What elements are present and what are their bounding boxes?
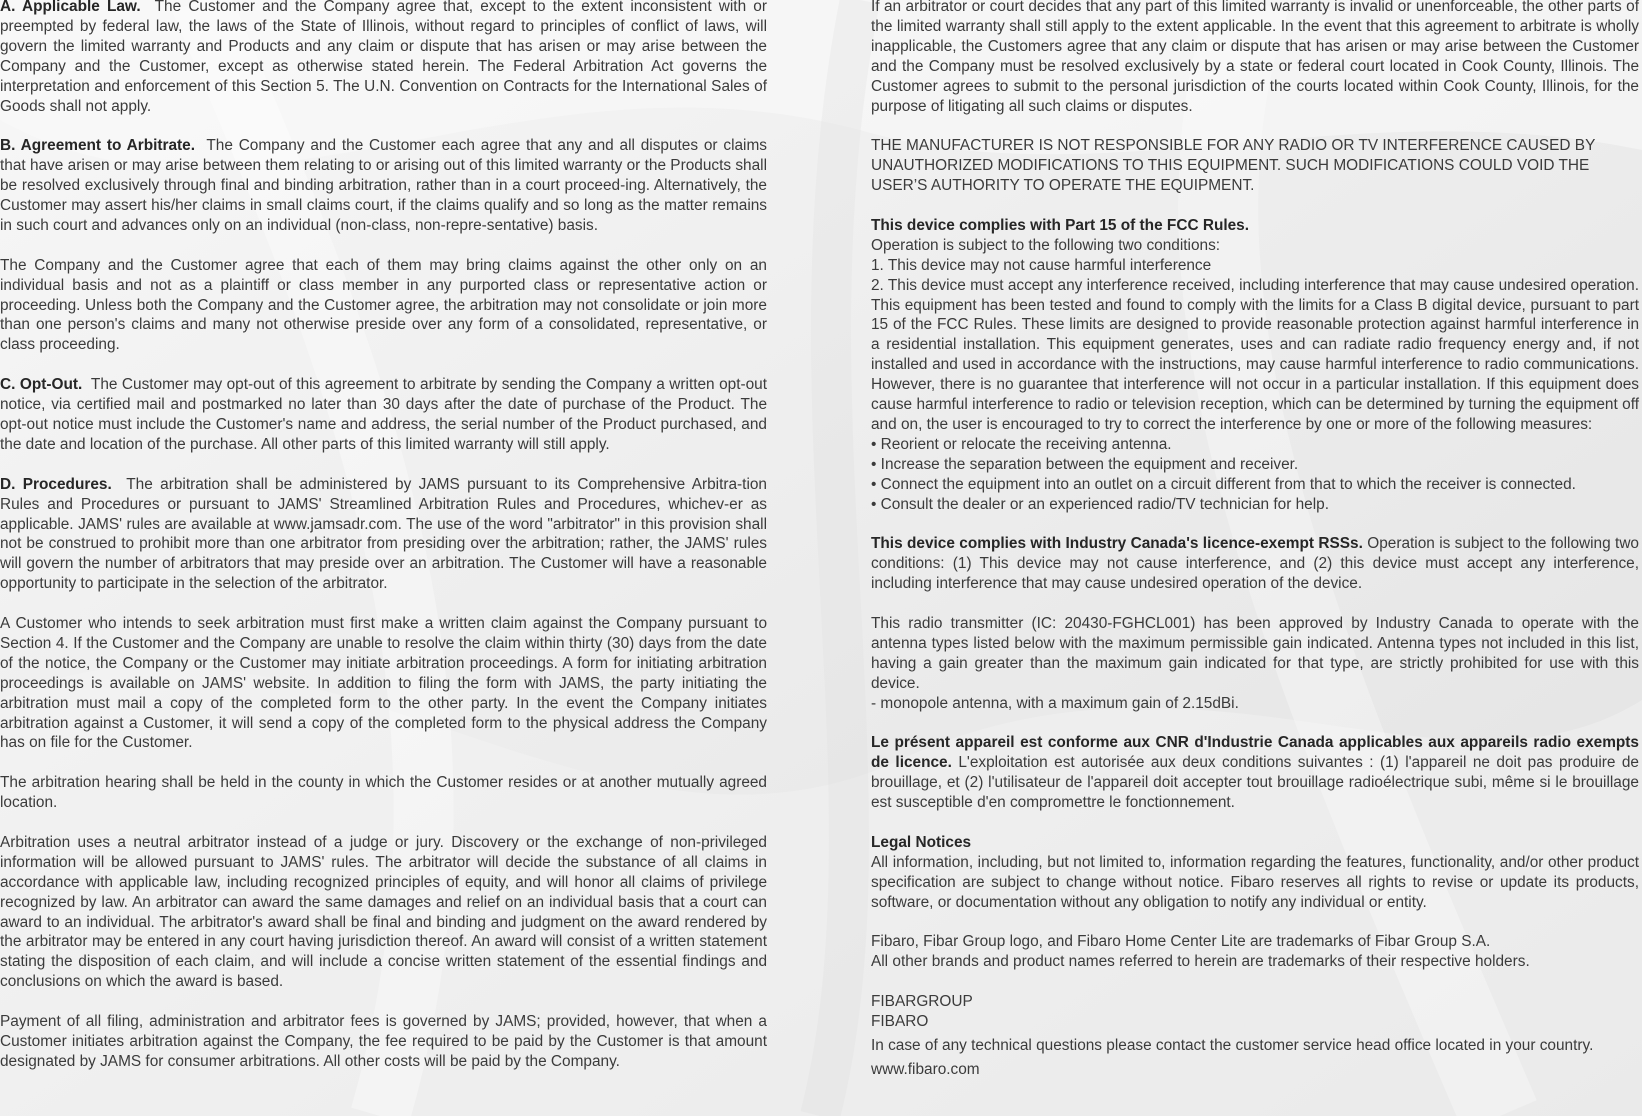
french-compliance-section — [871, 733, 1639, 813]
hearing-location-paragraph: The arbitration hearing shall be held in the county in which the Customer resides or at another mutually agreed location. — [0, 774, 767, 812]
section-c-heading: C. Opt-Out. — [0, 376, 83, 394]
class-action-paragraph: The Company and the Customer agree that each of them may bring claims against the other only on an individual basis and not as a plaintiff or class member in any purported class or representative action or proceeding. Unless both the Company and the Customer agree, the arbitration may not consolidate or join more than one person's claims and many not otherwise preside over any form of a consolidated, representative, or class proceeding. — [0, 256, 767, 354]
legal-notices-body: All information, including, but not limited to, information regarding the features, functionality, and/or other product specification are subject to change without notice. Fibaro reserves all rights to revise or update its products, software, or documentation without any obligation to notify any individual or entity. — [871, 853, 1639, 911]
fees-paragraph: Payment of all filing, administration and arbitrator fees is governed by JAMS; provided, however, that when a Customer initiates arbitration against the Company, the fee required to be paid by the Customer is that amount designated by JAMS for consumer arbitrations. All other costs will be paid by the Company. — [0, 1013, 767, 1070]
contact-line: In case of any technical questions please contact the customer service head office located in your country. — [871, 1037, 1594, 1054]
fcc-condition-2: 2. This device must accept any interference received, including interference that may cause undesired operation. This equipment has been tested and found to comply with the limits for a Class B digital device, pursuant to part 15 of the FCC Rules. These limits are designed to provide reasonable protection against harmful interference in a residential installation. This equipment generates, uses and can radiate radio frequency energy and, if not installed and used in accordance with the instructions, may cause harmful interference to radio communications. However, there is no guarantee that interference will not occur in a particular installation. If this equipment does cause harmful interference to radio or television reception, which can be determined by turning the equipment off and on, the user is encouraged to try to correct the interference by one or more of the following measures: — [871, 276, 1639, 433]
measure-item: • Increase the separation between the equipment and receiver. — [871, 455, 1299, 473]
trademark-line-2: All other brands and product names referred to herein are trademarks of their respective holders. — [871, 953, 1530, 971]
trademark-line-1: Fibaro, Fibar Group logo, and Fibaro Home Center Lite are trademarks of Fibar Group S.A. — [871, 933, 1491, 951]
section-d-heading: D. Procedures. — [0, 475, 112, 493]
neutral-arbitrator-paragraph: Arbitration uses a neutral arbitrator instead of a judge or jury. Discovery or the exchange of non-privileged information will be allowed pursuant to JAMS' rules. The arbitrator will decide the substance of all claims in accordance with applicable law, including recognized principles of equity, and will honor all claims of privilege recognized by law. An arbitrator can award the same damages and relief on an individual basis that a court can award to an individual. The arbitrator's award shall be final and binding and judgment on the award rendered by the arbitrator may be entered in any court having jurisdiction thereof. An award will consist of a written statement stating the disposition of each claim, and will include a concise written statement of the essential findings and conclusions on which the award is based. — [0, 833, 767, 991]
section-a-body: The Customer and the Company agree that, except to the extent inconsistent with or preempted by federal law, the laws of the State of Illinois, without regard to principles of conflict of laws, will govern the limited warranty and Products and any claim or dispute that has arisen or may arise between the Company and the Customer, except as otherwise stated herein. The Federal Arbitration Act governs the interpretation and enforcement of this Section 5. The U.N. Convention on Contracts for the International Sales of Goods shall not apply. — [0, 0, 767, 115]
fcc-condition-1: 1. This device may not cause harmful interference — [871, 256, 1212, 274]
section-c — [0, 375, 767, 455]
section-d-body: The arbitration shall be administered by JAMS pursuant to its Comprehensive Arbitra-tion Rules and Procedures or pursuant to JAMS' Streamlined Arbitration Rules and Procedures, whichev-er as applicable. JAMS' rules are available at www.jamsadr.com. The use of the word "arbitrator" in this provision shall not be construed to prohibit more than one arbitrator from presiding over the arbitration; rather, the JAMS' rules will govern the number of arbitrators that may preside over an arbitration. The Customer will have a reasonable opportunity to participate in the selection of the arbitrator. — [0, 475, 767, 593]
measure-item: • Reorient or relocate the receiving antenna. — [871, 435, 1172, 453]
transmitter-paragraph: This radio transmitter (IC: 20430-FGHCL001) has been approved by Industry Canada to operate with the antenna types listed below with the maximum permissible gain indicated. Antenna types not included in this list, having a gain greater than the maximum gain indicated for that type, are strictly prohibited for use with this device. — [871, 615, 1639, 692]
section-d — [0, 475, 767, 594]
industry-canada-section — [871, 534, 1639, 594]
section-b-body: The Company and the Customer each agree that any and all disputes or claims that have arisen or may arise between them relating to or arising out of this limited warranty or the Products shall be resolved exclusively through final and binding arbitration, rather than in a court proceed-ing. Alternatively, the Customer may assert his/her claims in small claims court, if the claims qualify and so long as the matter remains in such court and advances only on an individual (non-class, non-repre-sentative) basis. — [0, 137, 767, 234]
brand-fibaro: FIBARO — [871, 1013, 929, 1031]
section-a — [0, 0, 767, 116]
section-c-body: The Customer may opt-out of this agreement to arbitrate by sending the Company a written opt-out notice, via certified mail and postmarked no later than 30 days after the date of purchase of the Product. The opt-out notice must include the Customer's name and address, the serial number of the Product purchased, and the date and location of the purchase. All other parts of this limited warranty will still apply. — [0, 376, 767, 453]
french-compliance-heading: Le présent appareil est conforme aux CNR d'Industrie Canada applicables aux appareils radio exempts de licence. — [871, 734, 1639, 772]
website-link[interactable]: www.fibaro.com — [871, 1060, 980, 1078]
manufacturer-disclaimer: THE MANUFACTURER IS NOT RESPONSIBLE FOR ANY RADIO OR TV INTERFERENCE CAUSED BY UNAUTHORIZED MODIFICATIONS TO THIS EQUIPMENT. SUCH MODIFICATIONS COULD VOID THE USER’S AUTHORITY TO OPERATE THE EQUIPMENT. — [871, 137, 1596, 195]
brand-fibargroup: FIBARGROUP — [871, 993, 973, 1011]
written-claim-paragraph: A Customer who intends to seek arbitration must first make a written claim against the Company pursuant to Section 4. If the Customer and the Company are unable to resolve the claim within thirty (30) days from the date of the notice, the Company or the Customer may initiate arbitration proceedings. A form for initiating arbitration proceedings is available on JAMS' website. In addition to filing the form with JAMS, the party initiating the arbitration must mail a copy of the completed form to the other party. In the event the Company initiates arbitration against a Customer, it will send a copy of the completed form to the physical address the Company has on file for the Customer. — [0, 615, 767, 752]
french-compliance-body: L'exploitation est autorisée aux deux conditions suivantes : (1) l'appareil ne doit pas produire de brouillage, et (2) l'utilisateur de l'appareil doit accepter tout brouillage radioélectrique subi, même si le brouillage est susceptible d'en compromettre le fonctionnement. — [871, 754, 1639, 812]
industry-canada-heading: This device complies with Industry Canada's licence-exempt RSSs. — [871, 535, 1363, 553]
measure-item: • Consult the dealer or an experienced radio/TV technician for help. — [871, 495, 1329, 513]
fcc-heading: This device complies with Part 15 of the FCC Rules. — [871, 216, 1250, 234]
right-column — [871, 0, 1639, 1080]
antenna-line: - monopole antenna, with a maximum gain of 2.15dBi. — [871, 694, 1239, 712]
section-b-heading: B. Agreement to Arbitrate. — [0, 137, 196, 155]
industry-canada-body: Operation is subject to the following two conditions: (1) This device may not cause interference, and (2) this device must accept any interference, including interference that may cause undesired operation of the device. — [871, 535, 1639, 593]
section-b — [0, 136, 767, 236]
section-a-heading: A. Applicable Law. — [0, 0, 141, 15]
left-column — [0, 0, 767, 1072]
fcc-conditions-intro: Operation is subject to the following two conditions: — [871, 236, 1221, 254]
legal-notices-heading: Legal Notices — [871, 833, 972, 851]
measure-item: • Connect the equipment into an outlet on a circuit different from that to which the receiver is connected. — [871, 475, 1576, 493]
invalidity-paragraph: If an arbitrator or court decides that any part of this limited warranty is invalid or unenforceable, the other parts of the limited warranty shall still apply to the extent applicable. In the event that this agreement to arbitrate is wholly inapplicable, the Customers agree that any claim or dispute that has arisen or may arise between the Customer and the Company must be resolved exclusively by a state or federal court located in Cook County, Illinois. The Customer agrees to submit to the personal jurisdiction of the courts located within Cook County, Illinois, for the purpose of litigating all such claims or disputes. — [871, 0, 1639, 115]
